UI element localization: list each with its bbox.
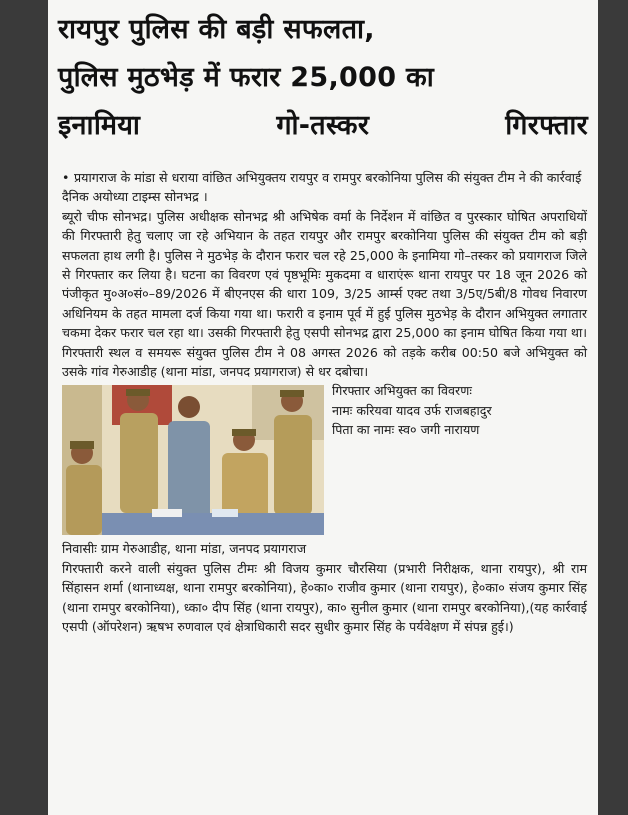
police-group-illustration [62, 385, 324, 535]
headline-word-2: गो-तस्कर [276, 110, 370, 141]
headline [48, 6, 598, 150]
team-details: गिरफ्तारी करने वाली संयुक्त पुलिस टीमः श्री विजय कुमार चौरसिया (प्रभारी निरीक्षक, थाना रायपुर), श्री राम सिंहासन शर्मा (थानाध्यक्ष, थाना रामपुर बरकोनिया), हे०का० राजीव कुमार (थाना रायपुर), हे०का० संजय कुमार सिंह (थाना रामपुर बरकोनिया), ध्का० दीप सिंह (थाना रायपुर), का० सुनील कुमार (थाना रामपुर बरकोनिया),(यह कार्रवाई एसपी (ऑपरेशन) ऋषभ रुणवाल एवं क्षेत्राधिकारी सदर सुधीर कुमार सिंह के पर्यवेक्षण में संपन्न हुई।) [62, 560, 587, 635]
accused-name: नामः करियवा यादव उर्फ राजबहादुर [332, 402, 492, 418]
intro-bullet: • प्रयागराज के मांडा से धराया वांछित अभियुक्तय रायपुर व रामपुर बरकोनिया पुलिस की संयुक्त टीम ने की कार्रवाई [62, 168, 587, 187]
accused-heading: गिरफ्तार अभियुक्त का विवरणः [332, 383, 472, 399]
headline-line-1: रायपुर पुलिस की बड़ी सफलता, [58, 14, 375, 45]
headline-word-1: इनामिया [58, 110, 141, 141]
headline-line-2: पुलिस मुठभेड़ में फरार 25,000 का [58, 62, 435, 93]
source-line: दैनिक अयोध्या टाइम्स सोनभद्र । [62, 189, 208, 205]
article-body [62, 168, 587, 637]
article-para-1: ब्यूरो चीफ सोनभद्र। पुलिस अधीक्षक सोनभद्र श्री अभिषेक वर्मा के निर्देशन में वांछित व पुरस्कार घोषित अपराधियों की गिरफ्तारी हेतु चलाए जा रहे अभियान के तहत रायपुर और रामपुर बरकोनिया पुलिस की संयुक्त टीम को बड़ी सफलता हाथ लगी है। पुलिस ने मुठभेड़ के दौरान फरार चल रहे 25,000 के इनामिया गो–तस्कर को प्रयागराज जिले से गिरफ्तार कर लिया है। घटना का विवरण एवं पृष्ठभूमिः मुकदमा व धाराएंरू थाना रायपुर पर 18 जून 2026 को पंजीकृत मु०अ०सं०–89/2026 में बीएनएस की धारा 109, 3/25 आर्म्स एक्ट तथा 3/5ए/5बी/8 गोवध निवारण अधिनियम के तहत मामला दर्ज किया गया था। फरारी व इनाम पूर्व में हुई पुलिस मुठभेड़ के दौरान अभियुक्त लगातार चकमा देकर फरार चल रहा था। उसकी गिरफ्तारी हेतु एसपी सोनभद्र द्वारा 25,000 का इनाम घोषित किया गया था। गिरफ्तारी स्थल व समयरू संयुक्त पुलिस टीम ने 08 अगस्त 2026 को तड़के करीब 00:50 बजे अभियुक्त को उसके गांव गेरुआडीह (थाना मांडा, जनपद प्रयागराज) से धर दबोचा। [62, 208, 587, 380]
photo [62, 385, 324, 535]
photo-and-details [62, 381, 587, 539]
headline-line-3 [58, 102, 588, 150]
newspaper-clipping [48, 0, 598, 815]
bullet-icon: • [62, 170, 70, 185]
accused-address: निवासीः ग्राम गेरुआडीह, थाना मांडा, जनपद प्रयागराज [62, 541, 307, 557]
accused-father: पिता का नामः स्व० जगी नारायण [332, 422, 480, 438]
headline-word-3: गिरफ्तार [505, 110, 588, 141]
